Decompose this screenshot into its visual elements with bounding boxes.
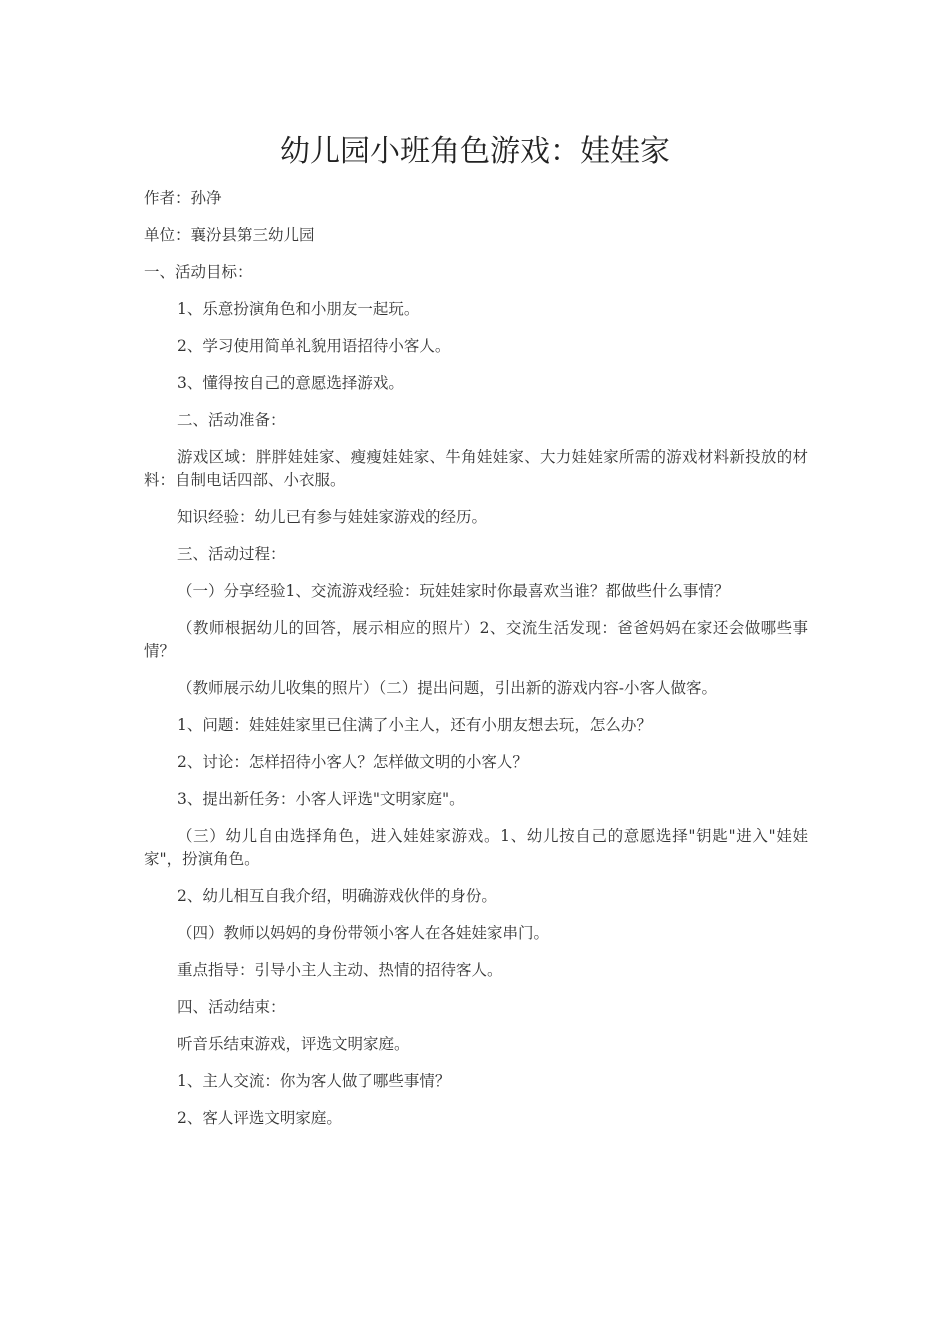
paragraph: 知识经验：幼儿已有参与娃娃家游戏的经历。 (177, 508, 488, 526)
paragraph: （三）幼儿自由选择角色，进入娃娃家游戏。1、幼儿按自己的意愿选择"钥匙"进入"娃娃家"，扮演角色。 (144, 827, 808, 868)
document-body (144, 187, 808, 1144)
author-line: 作者：孙净 (144, 189, 222, 207)
paragraph: 1、问题：娃娃娃家里已住满了小主人，还有小朋友想去玩，怎么办？ (177, 716, 652, 734)
paragraph: （教师根据幼儿的回答，展示相应的照片）2、交流生活发现：爸爸妈妈在家还会做哪些事情？ (144, 619, 808, 660)
section-heading: 二、活动准备： (177, 411, 286, 429)
document-title: 幼儿园小班角色游戏：娃娃家 (280, 134, 670, 169)
section-heading: 四、活动结束： (177, 998, 286, 1016)
section-heading: 一、活动目标： (144, 263, 253, 281)
paragraph: 1、乐意扮演角色和小朋友一起玩。 (177, 300, 420, 318)
paragraph: 2、幼儿相互自我介绍，明确游戏伙伴的身份。 (177, 887, 497, 905)
paragraph: （教师展示幼儿收集的照片）（二）提出问题，引出新的游戏内容-小客人做客。 (177, 679, 717, 697)
paragraph: 2、客人评选文明家庭。 (177, 1109, 342, 1127)
paragraph: 2、讨论：怎样招待小客人？怎样做文明的小客人？ (177, 753, 528, 771)
section-heading: 三、活动过程： (177, 545, 286, 563)
paragraph: 游戏区域：胖胖娃娃家、瘦瘦娃娃家、牛角娃娃家、大力娃娃家所需的游戏材料新投放的材料：自制电话四部、小衣服。 (144, 448, 808, 489)
paragraph: 3、提出新任务：小客人评选"文明家庭"。 (177, 790, 465, 808)
paragraph: 1、主人交流：你为客人做了哪些事情？ (177, 1072, 451, 1090)
paragraph: 3、懂得按自己的意愿选择游戏。 (177, 374, 404, 392)
paragraph: 2、学习使用简单礼貌用语招待小客人。 (177, 337, 451, 355)
paragraph: 听音乐结束游戏，评选文明家庭。 (177, 1035, 410, 1053)
paragraph: （一）分享经验1、交流游戏经验：玩娃娃家时你最喜欢当谁？都做些什么事情？ (177, 582, 730, 600)
paragraph: 重点指导：引导小主人主动、热情的招待客人。 (177, 961, 503, 979)
unit-line: 单位：襄汾县第三幼儿园 (144, 226, 315, 244)
paragraph: （四）教师以妈妈的身份带领小客人在各娃娃家串门。 (177, 924, 550, 942)
